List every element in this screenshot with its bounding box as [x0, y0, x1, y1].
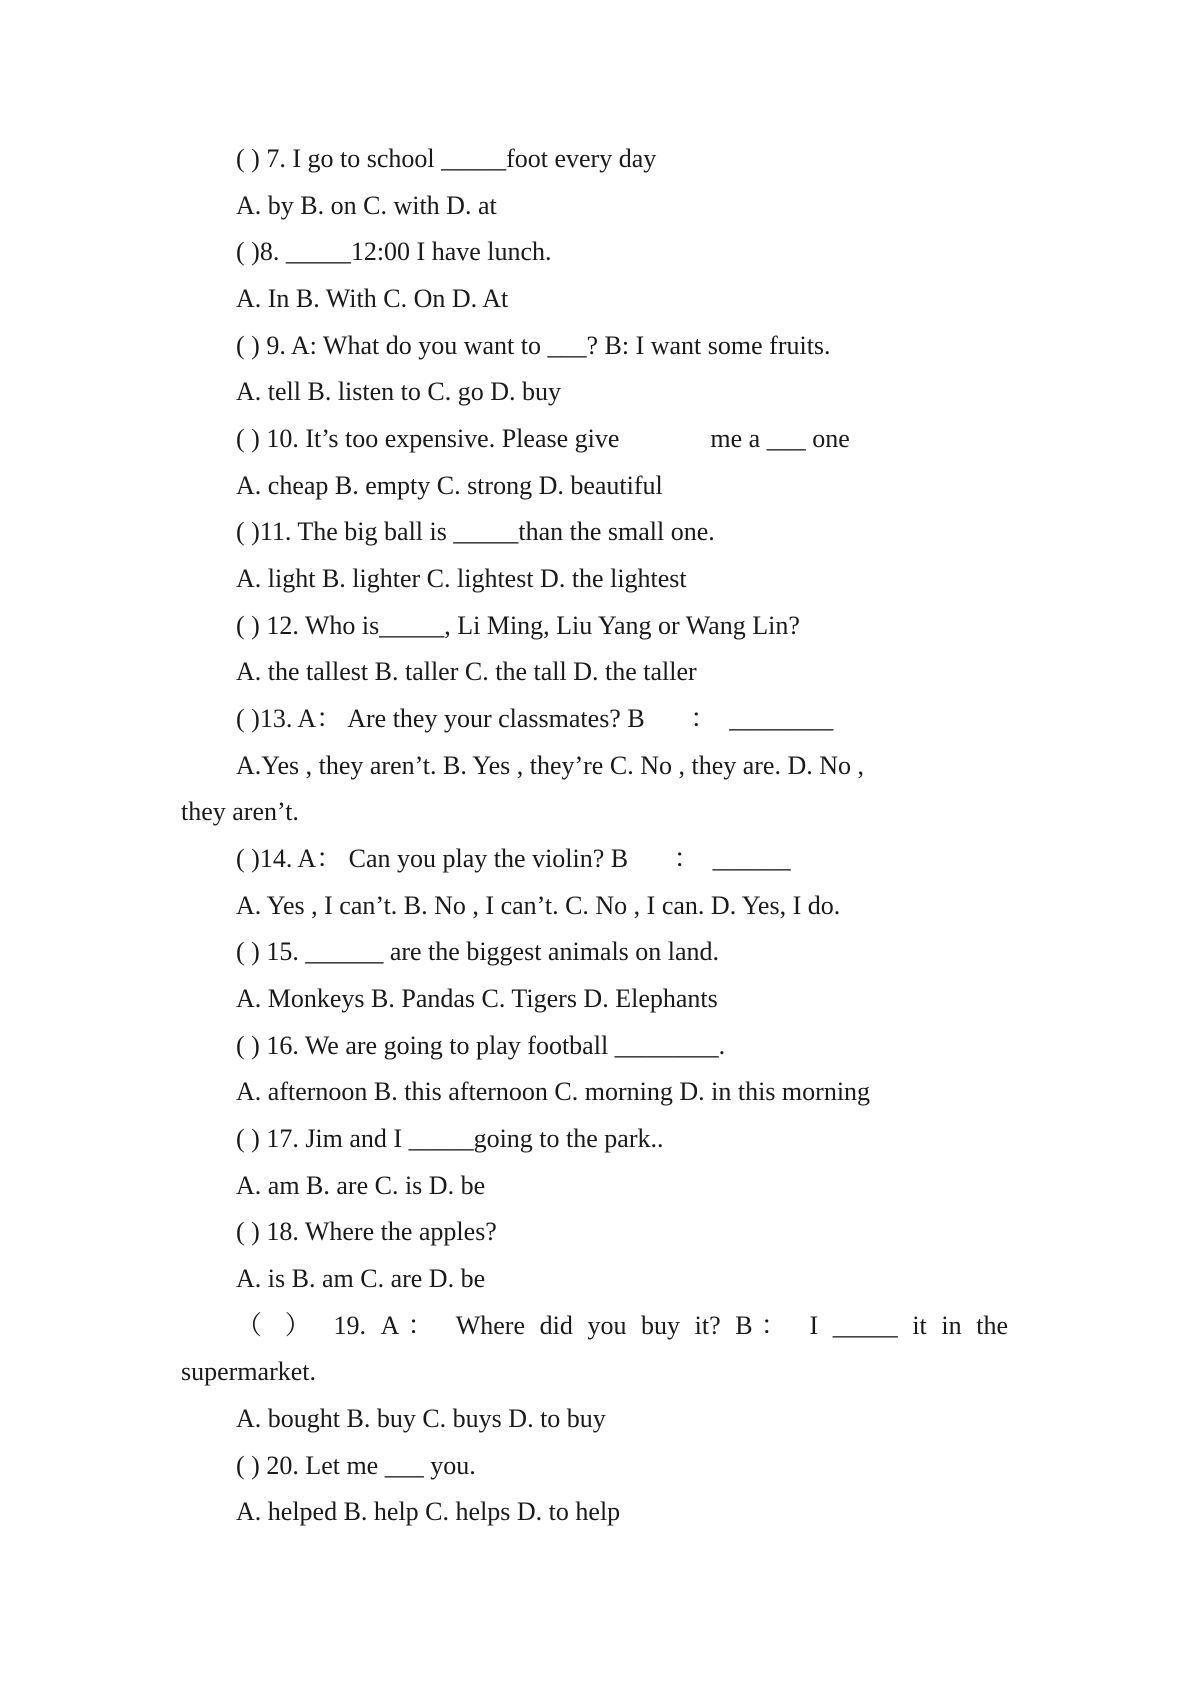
question-17-options: A. am B. are C. is D. be — [236, 1171, 486, 1200]
question-13-options-continued: they aren’t. — [181, 797, 299, 826]
question-10-stem: ( ) 10. It’s too expensive. Please give me a ___ one — [236, 424, 850, 453]
question-16-stem: ( ) 16. We are going to play football ________. — [236, 1031, 726, 1060]
question-20-options: A. helped B. help C. helps D. to help — [236, 1497, 621, 1526]
question-18-options: A. is B. am C. are D. be — [236, 1264, 486, 1293]
question-14-options: A. Yes , I can’t. B. No , I can’t. C. No , I can. D. Yes, I do. — [236, 891, 841, 920]
question-7-stem: ( ) 7. I go to school _____foot every day — [236, 144, 657, 173]
question-12-options: A. the tallest B. taller C. the tall D. the taller — [236, 657, 697, 686]
question-15-stem: ( ) 15. ______ are the biggest animals on land. — [236, 937, 720, 966]
question-12-stem: ( ) 12. Who is_____, Li Ming, Liu Yang or Wang Lin? — [236, 611, 800, 640]
question-19-stem-continued: supermarket. — [181, 1357, 317, 1386]
question-9-stem: ( ) 9. A: What do you want to ___? B: I want some fruits. — [236, 331, 831, 360]
question-10-options: A. cheap B. empty C. strong D. beautiful — [236, 471, 663, 500]
question-8-stem: ( )8. _____12:00 I have lunch. — [236, 237, 552, 266]
question-18-stem: ( ) 18. Where the apples? — [236, 1217, 497, 1246]
question-14-stem: ( )14. A： Can you play the violin? B ： ______ — [236, 844, 791, 873]
question-15-options: A. Monkeys B. Pandas C. Tigers D. Elephants — [236, 984, 718, 1013]
question-13-options: A.Yes , they aren’t. B. Yes , they’re C. No , they are. D. No , — [236, 751, 865, 780]
question-7-options: A. by B. on C. with D. at — [236, 191, 497, 220]
question-13-stem: ( )13. A： Are they your classmates? B ： ________ — [236, 704, 834, 733]
question-19-options: A. bought B. buy C. buys D. to buy — [236, 1404, 606, 1433]
question-16-options: A. afternoon B. this afternoon C. morning D. in this morning — [236, 1077, 871, 1106]
question-11-stem: ( )11. The big ball is _____than the small one. — [236, 517, 715, 546]
question-17-stem: ( ) 17. Jim and I _____going to the park.. — [236, 1124, 664, 1153]
question-11-options: A. light B. lighter C. lightest D. the lightest — [236, 564, 687, 593]
question-8-options: A. In B. With C. On D. At — [236, 284, 509, 313]
question-19-stem: （ ） 19. A： Where did you buy it? B： I _____ it in the — [236, 1311, 1008, 1340]
question-9-options: A. tell B. listen to C. go D. buy — [236, 377, 561, 406]
question-20-stem: ( ) 20. Let me ___ you. — [236, 1451, 476, 1480]
